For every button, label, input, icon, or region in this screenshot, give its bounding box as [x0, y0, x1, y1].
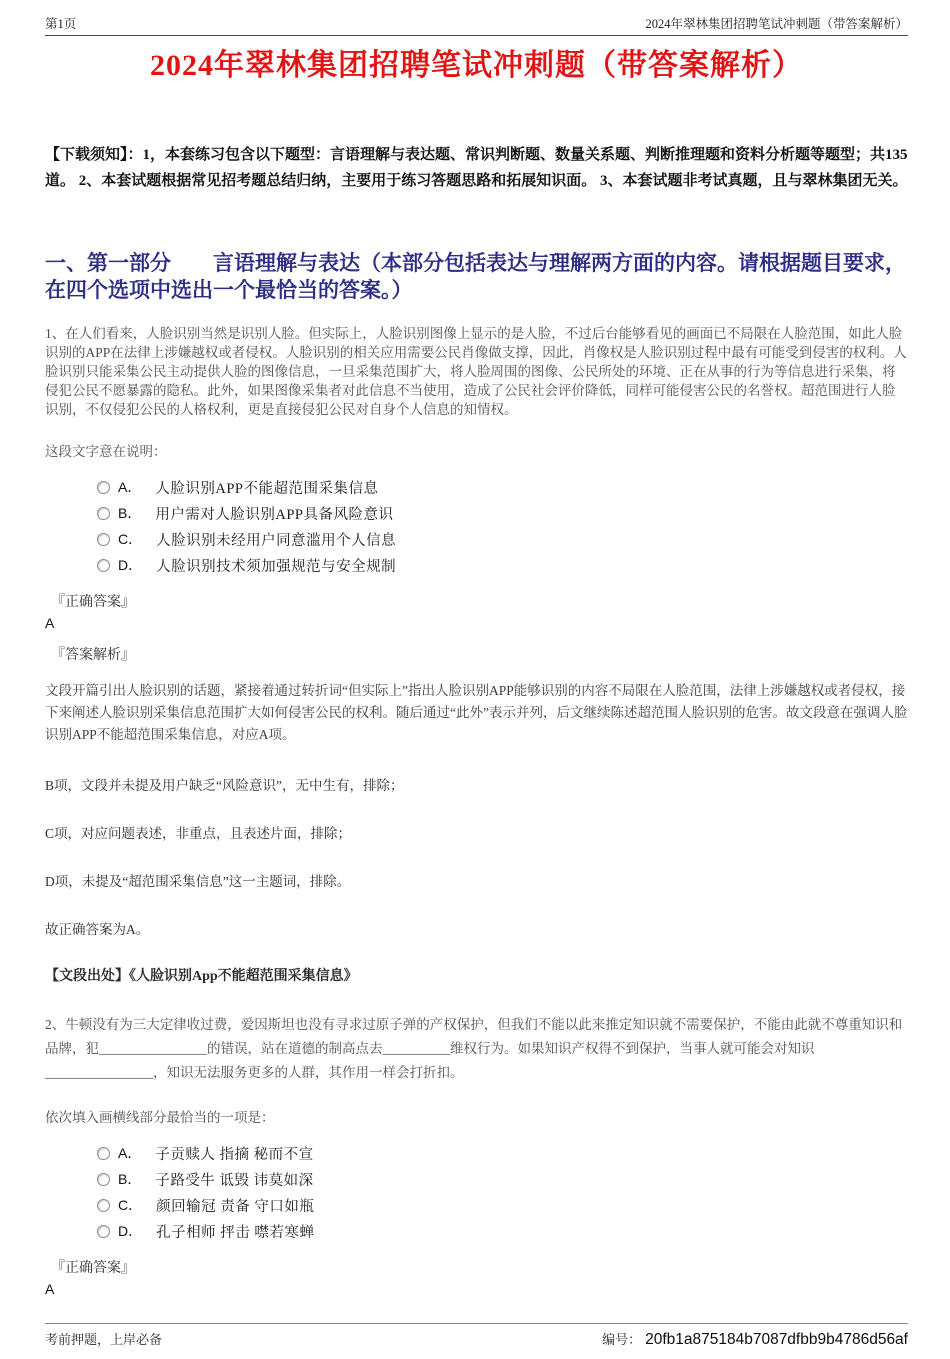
option-text: 人脸识别APP不能超范围采集信息	[155, 480, 379, 497]
radio-button-icon[interactable]	[97, 559, 110, 572]
question-2-stem: 依次填入画横线部分最恰当的一项是：	[45, 1110, 275, 1125]
document-page	[0, 14, 950, 1359]
download-notice: 【下载须知】：1，本套练习包含以下题型：言语理解与表达题、常识判断题、数量关系题、判断推理题和资料分析题等题型；共135道。 2、本套试题根据常见招考题总结归纳，主要用于练习答题思路和拓展知识面。 3、本套试题非考试真题，且与翠林集团无关。	[45, 147, 908, 189]
q1-correct-answer-label: 『正确答案』	[51, 595, 135, 610]
page-header	[45, 14, 908, 36]
q2-option-c[interactable]	[97, 1192, 908, 1218]
q1-correct-answer-value: A	[45, 615, 55, 631]
radio-button-icon[interactable]	[97, 1225, 110, 1238]
radio-button-icon[interactable]	[97, 507, 110, 520]
radio-button-icon[interactable]	[97, 481, 110, 494]
footer-number-value: 20fb1a875184b7087dfbb9b4786d56af	[645, 1331, 908, 1348]
question-1-stem: 这段文字意在说明：	[45, 444, 167, 459]
q2-option-d[interactable]	[97, 1218, 908, 1244]
q1-option-c[interactable]	[97, 526, 908, 552]
page-footer	[45, 1323, 908, 1349]
option-text: 孔子相师 抨击 噤若寒蝉	[156, 1224, 315, 1241]
q1-analysis-main: 文段开篇引出人脸识别的话题，紧接着通过转折词“但实际上”指出人脸识别APP能够识别的内容不局限在人脸范围，法律上涉嫌越权或者侵权，接下来阐述人脸识别采集信息范围扩大如何侵害公民的权利。随后通过“此外”表示并列，后文继续陈述超范围人脸识别的危害。故文段意在强调人脸识别APP不能超范围采集信息，对应A项。	[45, 683, 908, 742]
question-2-options	[97, 1140, 908, 1244]
option-letter: D．	[118, 557, 143, 573]
q1-analysis-option-c: C项，对应问题表述，非重点，且表述片面，排除；	[45, 826, 352, 841]
doc-title: 2024年翠林集团招聘笔试冲刺题（带答案解析）	[150, 49, 803, 82]
question-1-body: 1、在人们看来，人脸识别当然是识别人脸。但实际上，人脸识别图像上显示的是人脸，不过后台能够看见的画面已不局限在人脸范围，如此人脸识别的APP在法律上涉嫌越权或者侵权。人脸识别的相关应用需要公民肖像做支撑，因此，肖像权是人脸识别过程中最有可能受到侵害的权利。人脸识别只能采集公民主动提供人脸的图像信息，一旦采集范围扩大，将人脸周围的图像、公民所处的环境、正在从事的行为等信息进行采集，将侵犯公民不愿暴露的隐私。此外，如果图像采集者对此信息不当使用，造成了公民社会评价降低，同样可能侵害公民的名誉权。超范围进行人脸识别，不仅侵犯公民的人格权利，更是直接侵犯公民对自身个人信息的知情权。	[45, 326, 907, 417]
option-letter: A．	[118, 1145, 142, 1161]
option-letter: C．	[118, 1197, 143, 1213]
question-1-options	[97, 474, 908, 578]
footer-number	[602, 1329, 908, 1349]
header-doc-title: 2024年翠林集团招聘笔试冲刺题（带答案解析）	[645, 17, 908, 31]
footer-number-label: 编号：	[602, 1332, 642, 1347]
option-letter: C．	[118, 531, 143, 547]
radio-button-icon[interactable]	[97, 1199, 110, 1212]
q2-option-b[interactable]	[97, 1166, 908, 1192]
q1-analysis-option-d: D项，未提及“超范围采集信息”这一主题词，排除。	[45, 874, 351, 889]
option-letter: A．	[118, 479, 142, 495]
question-2-body: 2、牛顿没有为三大定律收过费，爱因斯坦也没有寻求过原子弹的产权保护，但我们不能以此来推定知识就不需要保护，不能由此就不尊重知识和品牌，犯________________的错误，站在道德的制高点去__________维权行为。如果知识产权得不到保护，当事人就可能会对知识________________，知识无法服务更多的人群，其作用一样会打折扣。	[45, 1017, 903, 1080]
option-text: 用户需对人脸识别APP具备风险意识	[155, 506, 394, 523]
option-text: 人脸识别未经用户同意滥用个人信息	[156, 532, 397, 549]
q1-analysis-option-b: B项，文段并未提及用户缺乏“风险意识”，无中生有，排除；	[45, 778, 404, 793]
radio-button-icon[interactable]	[97, 1173, 110, 1186]
option-text: 颜回输冠 责备 守口如瓶	[156, 1198, 315, 1215]
option-letter: B．	[118, 1171, 142, 1187]
q2-correct-answer-value: A	[45, 1281, 55, 1297]
option-text: 人脸识别技术须加强规范与安全规制	[156, 558, 397, 575]
q2-correct-answer-label: 『正确答案』	[51, 1261, 135, 1276]
option-letter: B．	[118, 505, 142, 521]
radio-button-icon[interactable]	[97, 533, 110, 546]
q1-option-b[interactable]	[97, 500, 908, 526]
option-text: 子贡赎人 指摘 秘而不宣	[155, 1146, 314, 1163]
q1-analysis-conclusion: 故正确答案为A。	[45, 922, 150, 937]
q1-source-line: 【文段出处】《人脸识别App不能超范围采集信息》	[45, 969, 358, 984]
radio-button-icon[interactable]	[97, 1147, 110, 1160]
section-heading: 一、第一部分 言语理解与表达（本部分包括表达与理解两方面的内容。请根据题目要求，在四个选项中选出一个最恰当的答案。）	[45, 251, 906, 302]
q1-analysis-label: 『答案解析』	[51, 648, 135, 663]
option-letter: D．	[118, 1223, 143, 1239]
q1-option-a[interactable]	[97, 474, 908, 500]
q1-option-d[interactable]	[97, 552, 908, 578]
q2-option-a[interactable]	[97, 1140, 908, 1166]
footer-slogan: 考前押题，上岸必备	[45, 1332, 163, 1347]
option-text: 子路受牛 诋毁 讳莫如深	[155, 1172, 314, 1189]
header-page-number: 第1页	[45, 17, 77, 31]
